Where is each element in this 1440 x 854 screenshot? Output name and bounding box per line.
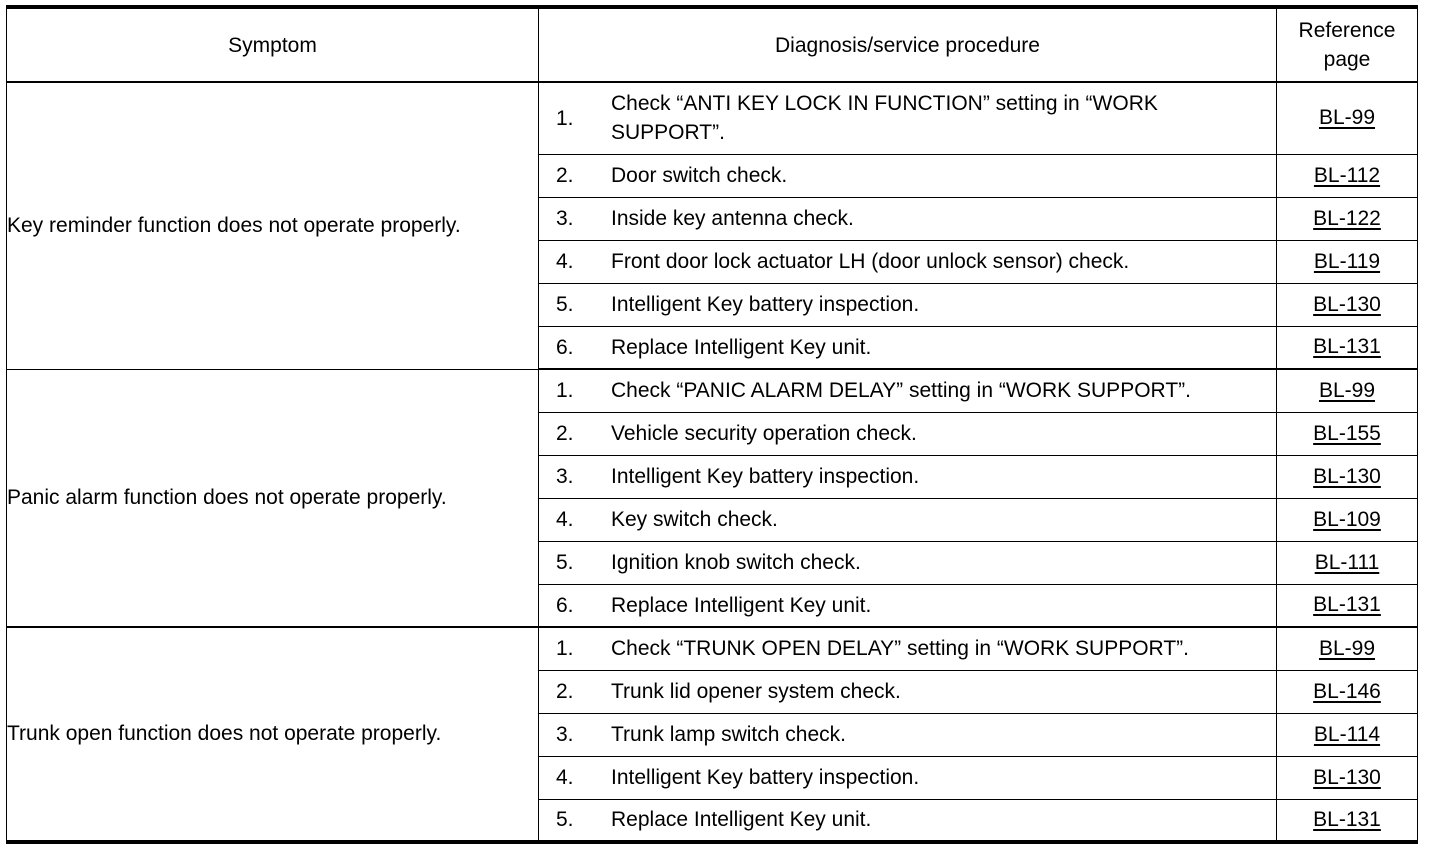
header-reference [1277, 7, 1418, 82]
table-row [7, 627, 1418, 670]
header-procedure: Diagnosis/service procedure [539, 7, 1277, 82]
reference-link[interactable]: BL-99 [1318, 636, 1376, 660]
step-text: Replace Intelligent Key unit. [611, 808, 872, 832]
reference-link[interactable]: BL-99 [1318, 106, 1376, 130]
table-row [7, 369, 1418, 412]
step-number: 1. [556, 379, 574, 403]
step-text: Intelligent Key battery inspection. [611, 766, 920, 789]
step-text: Inside key antenna check. [611, 207, 854, 230]
step-number: 1. [556, 106, 574, 130]
step-number: 1. [556, 637, 574, 661]
step-text: Intelligent Key battery inspection. [611, 465, 920, 488]
step-text: Ignition knob switch check. [611, 551, 861, 574]
header-reference-line2: page [1323, 48, 1371, 71]
reference-link[interactable]: BL-130 [1313, 765, 1381, 789]
step-number: 5. [556, 808, 574, 832]
step-number: 6. [556, 335, 574, 359]
step-text: Trunk lid opener system check. [611, 680, 901, 703]
step-text: Vehicle security operation check. [611, 422, 917, 445]
step-number: 2. [556, 680, 574, 703]
symptom-cell: Trunk open function does not operate properly. [7, 627, 539, 842]
symptom-cell: Key reminder function does not operate properly. [7, 82, 539, 369]
header-row [7, 7, 1418, 82]
header-reference-line1: Reference [1298, 19, 1396, 42]
step-number: 3. [556, 723, 574, 746]
step-number: 6. [556, 593, 574, 617]
reference-link[interactable]: BL-131 [1313, 335, 1381, 359]
diagnosis-table [6, 5, 1418, 844]
step-number: 4. [556, 250, 574, 273]
step-number: 3. [556, 465, 574, 488]
reference-link[interactable]: BL-122 [1313, 206, 1381, 230]
reference-link[interactable]: BL-99 [1318, 378, 1376, 402]
reference-link[interactable]: BL-119 [1313, 249, 1381, 273]
step-text: Intelligent Key battery inspection. [611, 293, 920, 316]
step-text: Check “ANTI KEY LOCK IN FUNCTION” setting in “WORK SUPPORT”. [611, 92, 1158, 145]
symptom-cell: Panic alarm function does not operate properly. [7, 369, 539, 627]
step-text: Key switch check. [611, 508, 778, 531]
step-number: 4. [556, 766, 574, 789]
reference-link[interactable]: BL-131 [1313, 807, 1381, 831]
reference-link[interactable]: BL-109 [1313, 507, 1381, 531]
reference-link[interactable]: BL-111 [1314, 550, 1380, 574]
reference-link[interactable]: BL-131 [1313, 593, 1381, 617]
step-number: 4. [556, 508, 574, 531]
reference-link[interactable]: BL-130 [1313, 464, 1381, 488]
step-text: Trunk lamp switch check. [611, 723, 846, 746]
step-number: 5. [556, 293, 574, 316]
step-number: 2. [556, 164, 574, 187]
reference-link[interactable]: BL-146 [1313, 679, 1381, 703]
step-number: 2. [556, 422, 574, 445]
reference-link[interactable]: BL-112 [1313, 163, 1381, 187]
step-text: Check “PANIC ALARM DELAY” setting in “WORK SUPPORT”. [611, 379, 1191, 403]
step-number: 5. [556, 551, 574, 574]
step-text: Check “TRUNK OPEN DELAY” setting in “WORK SUPPORT”. [611, 637, 1190, 661]
step-text: Replace Intelligent Key unit. [611, 593, 872, 617]
step-text: Replace Intelligent Key unit. [611, 335, 872, 359]
step-number: 3. [556, 207, 574, 230]
table-row [7, 82, 1418, 154]
reference-link[interactable]: BL-130 [1313, 292, 1381, 316]
step-text: Door switch check. [611, 164, 788, 187]
header-symptom: Symptom [7, 7, 539, 82]
reference-link[interactable]: BL-114 [1313, 722, 1381, 746]
reference-link[interactable]: BL-155 [1313, 421, 1381, 445]
step-text: Front door lock actuator LH (door unlock sensor) check. [611, 250, 1130, 273]
